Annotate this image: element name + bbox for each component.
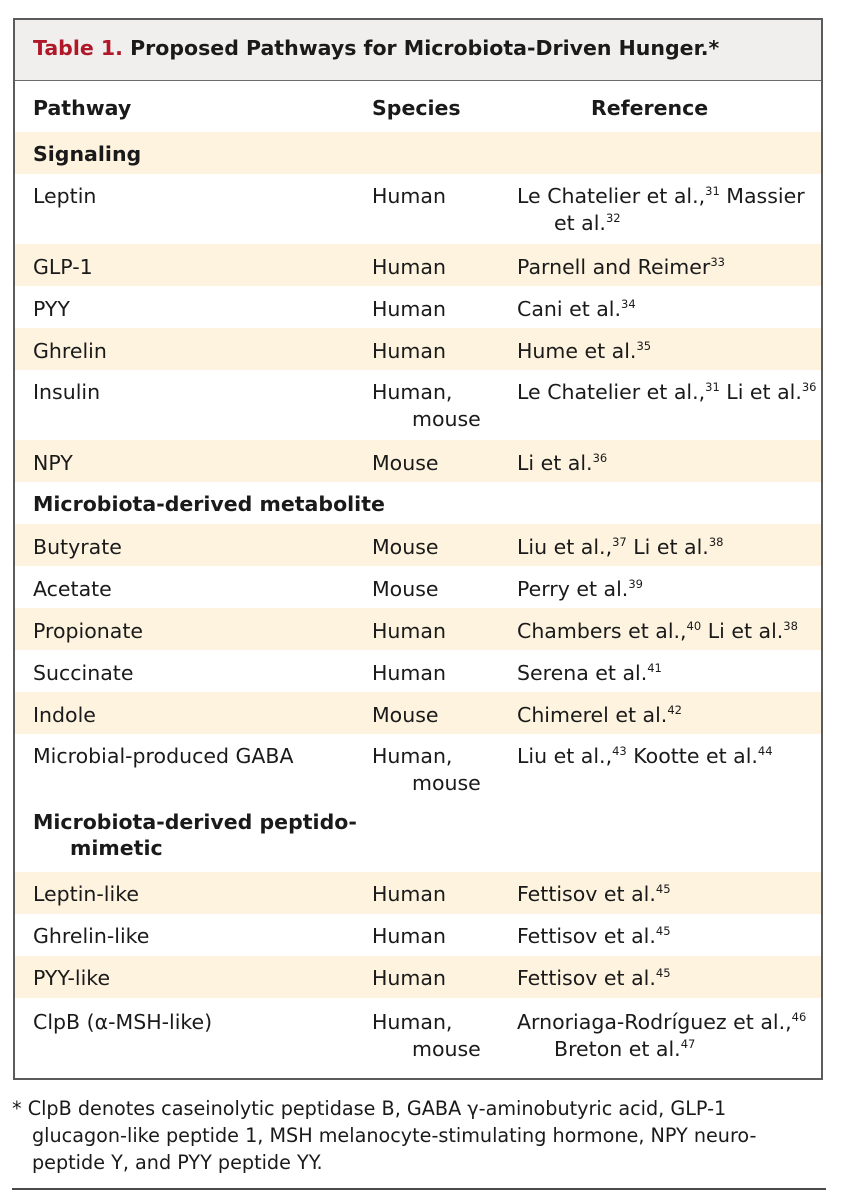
reference-superscript: 38 bbox=[708, 535, 724, 549]
reference-superscript: 41 bbox=[647, 661, 662, 675]
reference-text: Liu et al., bbox=[517, 744, 613, 768]
reference-superscript: 40 bbox=[686, 619, 702, 633]
reference-superscript: 34 bbox=[621, 297, 636, 311]
section-heading: Microbiota-derived metabolite bbox=[33, 492, 385, 516]
pathway-cell: PYY-like bbox=[33, 966, 111, 990]
reference-text: Chimerel et al. bbox=[517, 703, 668, 727]
pathway-cell: GLP-1 bbox=[33, 255, 93, 279]
table-row bbox=[15, 998, 821, 1080]
species-cell: Human, bbox=[372, 1010, 453, 1034]
pathway-cell: Leptin-like bbox=[33, 882, 139, 906]
pathway-cell: Ghrelin-like bbox=[33, 924, 150, 948]
section-heading: Signaling bbox=[33, 142, 142, 166]
species-cell-continued: mouse bbox=[412, 1037, 481, 1061]
table-row bbox=[15, 872, 821, 914]
pathway-cell: Ghrelin bbox=[33, 339, 107, 363]
header-reference: Reference bbox=[591, 96, 709, 120]
reference-superscript: 31 bbox=[705, 184, 720, 198]
table-row bbox=[15, 244, 821, 286]
table-row bbox=[15, 370, 821, 440]
table-row bbox=[15, 914, 821, 956]
reference-text: Kootte et al. bbox=[626, 744, 758, 768]
reference-cell bbox=[517, 533, 723, 561]
header-species: Species bbox=[372, 96, 461, 120]
footnote-line: peptide Y, and PYY peptide YY. bbox=[32, 1151, 323, 1174]
table-row bbox=[15, 174, 821, 244]
footnote bbox=[12, 1095, 832, 1176]
table-title bbox=[33, 36, 719, 60]
reference-cell-continued bbox=[517, 209, 621, 237]
reference-text: Perry et al. bbox=[517, 577, 629, 601]
table bbox=[13, 18, 823, 1080]
reference-superscript: 32 bbox=[605, 211, 621, 225]
reference-text: Cani et al. bbox=[517, 297, 622, 321]
reference-cell bbox=[517, 295, 636, 323]
reference-superscript: 39 bbox=[628, 577, 643, 591]
reference-text: Hume et al. bbox=[517, 339, 637, 363]
reference-superscript: 38 bbox=[783, 619, 798, 633]
species-cell: Human bbox=[372, 882, 446, 906]
footnote-line: glucagon-like peptide 1, MSH melanocyte-stimulating hormone, NPY neuro- bbox=[32, 1124, 757, 1147]
reference-cell bbox=[517, 1008, 806, 1036]
reference-superscript: 45 bbox=[655, 966, 671, 980]
reference-cell bbox=[517, 575, 643, 603]
reference-cell bbox=[517, 378, 817, 406]
pathway-cell: NPY bbox=[33, 451, 73, 475]
section-row bbox=[15, 132, 821, 174]
reference-cell bbox=[517, 182, 805, 210]
table-label: Table 1. bbox=[33, 36, 123, 60]
reference-superscript: 35 bbox=[636, 339, 652, 353]
species-cell: Human, bbox=[372, 380, 453, 404]
reference-text: Serena et al. bbox=[517, 661, 648, 685]
pathway-cell: PYY bbox=[33, 297, 70, 321]
footnote-line: * ClpB denotes caseinolytic peptidase B, GABA γ-aminobutyric acid, GLP-1 bbox=[12, 1097, 727, 1120]
species-cell: Human bbox=[372, 924, 446, 948]
reference-text: Breton et al. bbox=[554, 1037, 681, 1061]
reference-superscript: 45 bbox=[655, 882, 671, 896]
species-cell: Human bbox=[372, 619, 446, 643]
reference-cell bbox=[517, 922, 671, 950]
pathway-cell: Propionate bbox=[33, 619, 143, 643]
section-row bbox=[15, 482, 821, 524]
reference-text: Fettisov et al. bbox=[517, 882, 656, 906]
reference-text: Li et al. bbox=[701, 619, 784, 643]
species-cell: Human bbox=[372, 339, 446, 363]
reference-text: Chambers et al., bbox=[517, 619, 687, 643]
header-pathway: Pathway bbox=[33, 96, 132, 120]
reference-superscript: 46 bbox=[791, 1010, 807, 1024]
species-cell: Human, bbox=[372, 744, 453, 768]
reference-text: Le Chatelier et al., bbox=[517, 380, 706, 404]
table-row bbox=[15, 328, 821, 370]
reference-cell bbox=[517, 742, 773, 770]
pathway-cell: Insulin bbox=[33, 380, 101, 404]
reference-superscript: 42 bbox=[667, 703, 682, 717]
species-cell: Mouse bbox=[372, 703, 439, 727]
reference-superscript: 37 bbox=[612, 535, 627, 549]
reference-superscript: 43 bbox=[612, 744, 627, 758]
table-row bbox=[15, 650, 821, 692]
reference-text: Li et al. bbox=[517, 451, 593, 475]
species-cell-continued: mouse bbox=[412, 771, 481, 795]
pathway-cell: Acetate bbox=[33, 577, 112, 601]
reference-cell bbox=[517, 337, 651, 365]
reference-text: Li et al. bbox=[719, 380, 802, 404]
table-row bbox=[15, 286, 821, 328]
reference-cell bbox=[517, 659, 662, 687]
pathway-cell: Succinate bbox=[33, 661, 134, 685]
reference-text: Liu et al., bbox=[517, 535, 613, 559]
reference-text: Le Chatelier et al., bbox=[517, 184, 706, 208]
section-heading-continued: mimetic bbox=[70, 836, 163, 860]
bottom-divider bbox=[12, 1188, 826, 1190]
table-row bbox=[15, 566, 821, 608]
section-heading: Microbiota-derived peptido- bbox=[33, 810, 357, 834]
reference-superscript: 47 bbox=[680, 1037, 696, 1051]
species-cell: Human bbox=[372, 661, 446, 685]
reference-cell-continued bbox=[517, 1035, 695, 1063]
species-cell: Human bbox=[372, 297, 446, 321]
reference-text: Li et al. bbox=[626, 535, 709, 559]
pathway-cell: Microbial-produced GABA bbox=[33, 744, 294, 768]
reference-text: Fettisov et al. bbox=[517, 924, 656, 948]
table-title-bar bbox=[15, 20, 821, 81]
reference-text: et al. bbox=[554, 211, 606, 235]
reference-text: Arnoriaga-Rodríguez et al., bbox=[517, 1010, 792, 1034]
table-row bbox=[15, 608, 821, 650]
reference-cell bbox=[517, 964, 671, 992]
table-row bbox=[15, 440, 821, 482]
reference-cell bbox=[517, 880, 671, 908]
species-cell: Mouse bbox=[372, 451, 439, 475]
reference-cell bbox=[517, 701, 682, 729]
species-cell: Human bbox=[372, 966, 446, 990]
species-cell: Mouse bbox=[372, 577, 439, 601]
table-row bbox=[15, 692, 821, 734]
reference-text: Parnell and Reimer bbox=[517, 255, 711, 279]
reference-superscript: 44 bbox=[757, 744, 773, 758]
species-cell: Human bbox=[372, 255, 446, 279]
pathway-cell: Butyrate bbox=[33, 535, 122, 559]
table-header-row bbox=[15, 80, 821, 132]
section-row bbox=[15, 810, 821, 872]
reference-superscript: 45 bbox=[655, 924, 671, 938]
reference-cell bbox=[517, 253, 725, 281]
reference-text: Fettisov et al. bbox=[517, 966, 656, 990]
reference-cell bbox=[517, 449, 607, 477]
species-cell: Human bbox=[372, 184, 446, 208]
table-row bbox=[15, 734, 821, 810]
reference-superscript: 36 bbox=[592, 451, 608, 465]
pathway-cell: Leptin bbox=[33, 184, 97, 208]
reference-text: Massier bbox=[719, 184, 805, 208]
reference-superscript: 31 bbox=[705, 380, 720, 394]
table-title-text: Proposed Pathways for Microbiota-Driven Hunger.* bbox=[130, 36, 720, 60]
table-row bbox=[15, 524, 821, 566]
species-cell-continued: mouse bbox=[412, 407, 481, 431]
table-row bbox=[15, 956, 821, 998]
reference-superscript: 36 bbox=[801, 380, 817, 394]
reference-superscript: 33 bbox=[710, 255, 725, 269]
species-cell: Mouse bbox=[372, 535, 439, 559]
pathway-cell: Indole bbox=[33, 703, 96, 727]
reference-cell bbox=[517, 617, 798, 645]
pathway-cell: ClpB (α-MSH-like) bbox=[33, 1010, 213, 1034]
